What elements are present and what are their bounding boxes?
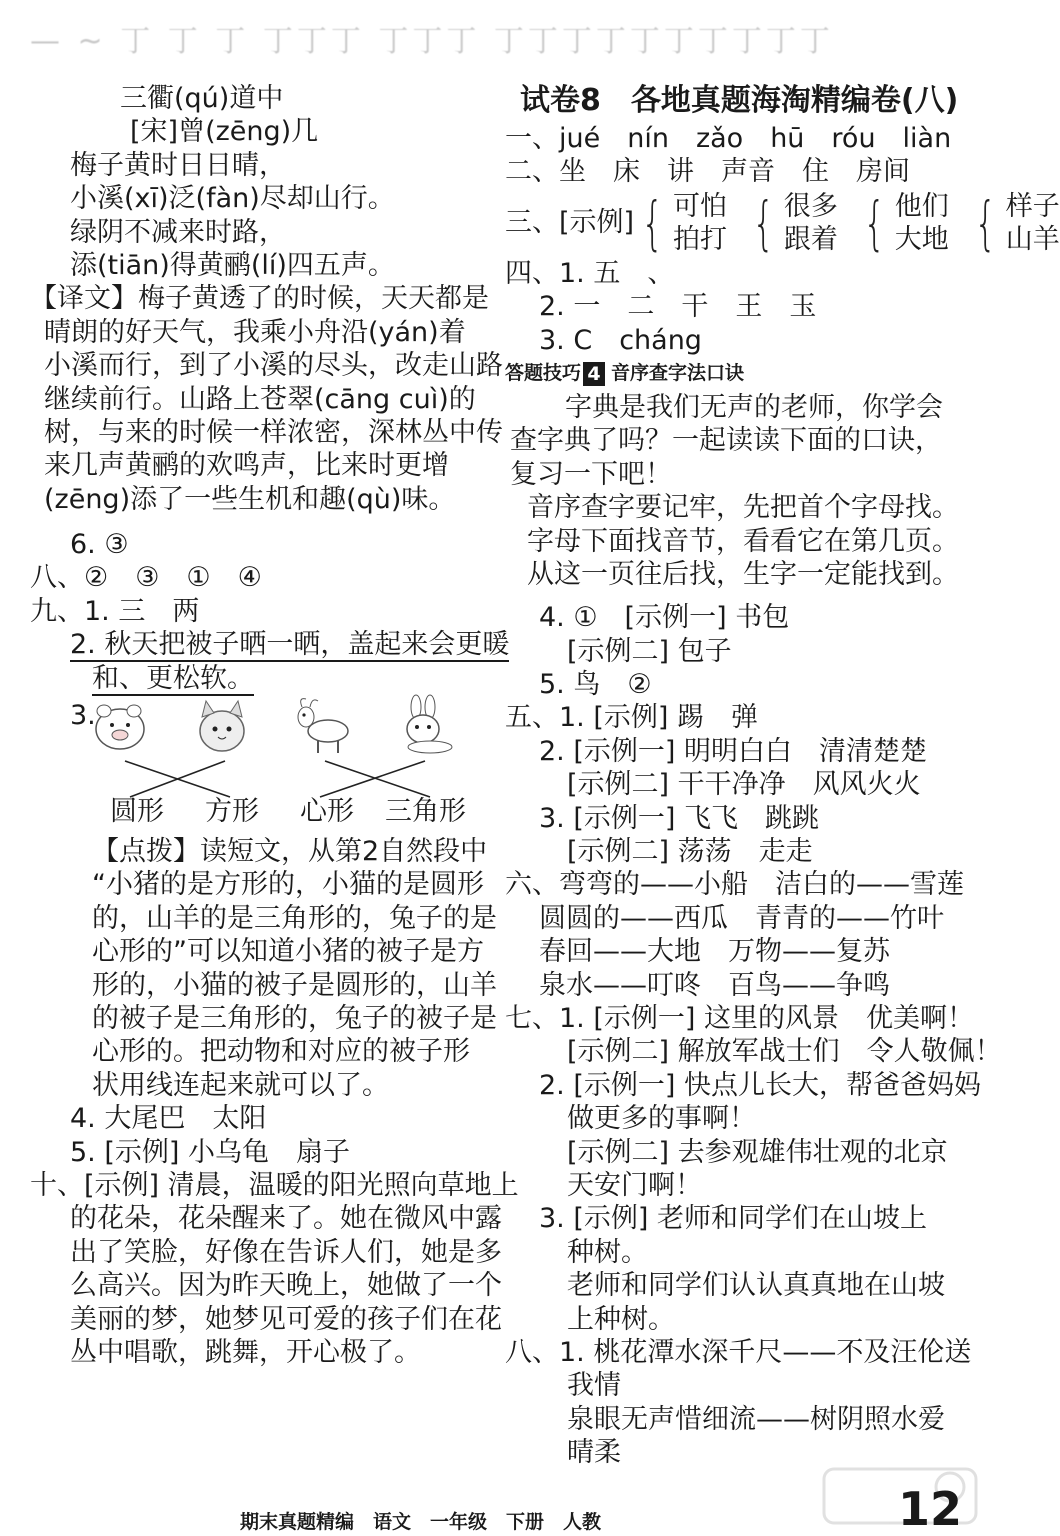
answer-9-3-label: 3. — [70, 700, 96, 732]
answer-r8-1c: 泉眼无声惜细流——树阴照水爱 — [567, 1403, 945, 1435]
answer-9-4: 4. 大尾巴 太阳 — [70, 1103, 267, 1135]
tip-rhyme-line: 从这一页往后找，生字一定能找到。 — [527, 558, 959, 590]
hint-line: 形的，小猫的被子是圆形的，山羊 — [92, 969, 497, 1001]
answer-r4-4b: [示例二] 包子 — [567, 635, 732, 667]
answer-r5-1: 五、1. [示例] 踢 弹 — [505, 702, 758, 734]
answer-9-2 — [30, 628, 510, 661]
animal-matching — [30, 695, 470, 835]
word-group — [856, 190, 949, 256]
shape-label: 心形 — [300, 796, 354, 828]
word: 样子 — [1005, 190, 1060, 222]
word-group — [967, 190, 1060, 256]
answer-r5-3b: [示例二] 荡荡 走走 — [567, 836, 813, 868]
answer-r3 — [505, 188, 1060, 257]
answer-10-line: 美丽的梦，她梦见可爱的孩子们在花 — [70, 1303, 502, 1335]
answer-r3-label: 三、[示例] — [505, 207, 635, 239]
brace-icon: { — [863, 188, 886, 257]
answer-r8-1d: 晴柔 — [567, 1437, 621, 1469]
answer-6: 6. ③ — [70, 529, 129, 561]
word: 拍打 — [672, 223, 727, 255]
answer-r1: 一、jué nín zǎo hū róu liàn — [505, 123, 952, 154]
answer-r7-2b: 做更多的事啊！ — [567, 1103, 756, 1135]
answer-r7-3b: 种树。 — [567, 1236, 648, 1268]
tip-title: 音序查字法口诀 — [611, 362, 745, 385]
answer-r7-2d: 天安门啊！ — [567, 1169, 702, 1201]
poem-author: [宋]曾(zēng)几 — [130, 116, 319, 148]
brace-icon: { — [752, 188, 775, 257]
goat-icon — [290, 695, 354, 757]
translation-line: 来几声黄鹂的欢鸣声，比来时更增 — [44, 450, 449, 482]
matching-lines — [100, 759, 440, 799]
animal-pictures — [90, 695, 454, 757]
answer-9-2-text-cont: 和、更松软。 — [92, 662, 254, 694]
hint-line: 的被子是三角形的，兔子的被子是 — [92, 1002, 497, 1034]
top-cropped-band — [0, 0, 1005, 58]
translation-line: 【译文】梅子黄透了的时候，天天都是 — [30, 283, 489, 315]
page-footer: 期末真题精编 语文 一年级 下册 人教 — [240, 1511, 602, 1533]
poem-line: 小溪(xī)泛(fàn)尽却山行。 — [70, 183, 395, 215]
tip-rhyme-line: 音序查字要记牢，先把首个字母找。 — [527, 492, 959, 524]
hint-line: “小猪的是方形的，小猫的是圆形 — [92, 869, 484, 901]
cat-icon — [190, 695, 254, 757]
answer-r7-3d: 上种树。 — [567, 1303, 675, 1335]
tip-header — [505, 357, 975, 391]
tip-number-badge: 4 — [583, 362, 605, 386]
translation-line: (zēng)添了一些生机和趣(qù)味。 — [44, 483, 456, 515]
answer-r4-4: 4. ① [示例一] 书包 — [539, 602, 790, 634]
word: 可怕 — [672, 190, 727, 222]
answer-r5-2a: 2. [示例一] 明明白白 清清楚楚 — [539, 735, 927, 767]
poem-line: 添(tiān)得黄鹂(lí)四五声。 — [70, 249, 395, 281]
answer-10-line: 出了笑脸，好像在告诉人们，她是多 — [70, 1236, 502, 1268]
pig-icon — [90, 695, 154, 757]
shape-label: 圆形 — [110, 796, 164, 828]
translation-line: 小溪而行，到了小溪的尽头，改走山路 — [44, 350, 503, 382]
answer-r4-1: 四、1. 五 、 — [505, 257, 675, 289]
answer-9-2-text: 2. 秋天把被子晒一晒，盖起来会更暖 — [70, 629, 510, 661]
answer-9-5: 5. [示例] 小乌龟 扇子 — [70, 1136, 350, 1168]
tip-intro-line: 查字典了吗？一起读读下面的口诀， — [510, 425, 942, 457]
poem-line: 绿阴不减来时路， — [70, 216, 286, 248]
answer-r8-1b: 我情 — [567, 1370, 621, 1402]
answer-r7-3a: 3. [示例] 老师和同学们在山坡上 — [539, 1203, 927, 1235]
tip-intro-line: 字典是我们无声的老师，你学会 — [565, 391, 943, 423]
answer-10-line: 么高兴。因为昨天晚上，她做了一个 — [70, 1270, 502, 1302]
answer-r4-2: 2. 一 二 干 王 玉 — [539, 291, 817, 323]
hint-line: 【点拨】读短文，从第2自然段中 — [92, 836, 488, 868]
word: 他们 — [894, 190, 949, 222]
brace-icon: { — [641, 188, 664, 257]
answer-r6-line: 泉水——叮咚 百鸟——争鸣 — [539, 969, 890, 1001]
word: 大地 — [894, 223, 949, 255]
answer-r4-3: 3. C cháng — [539, 324, 702, 356]
hint-line: 状用线连起来就可以了。 — [92, 1069, 389, 1101]
word: 山羊 — [1005, 223, 1060, 255]
answer-r7-2a: 2. [示例一] 快点儿长大，帮爸爸妈妈 — [539, 1069, 981, 1101]
tip-intro-line: 复习一下吧！ — [510, 458, 672, 490]
answer-9-2-cont — [30, 662, 470, 695]
translation-line: 树，与来的时候一样浓密，深林丛中传 — [44, 416, 503, 448]
left-column — [30, 82, 519, 1369]
word-group — [745, 190, 838, 256]
answer-r2: 二、坐 床 讲 声音 住 房间 — [505, 156, 910, 188]
answer-8: 八、② ③ ① ④ — [30, 562, 262, 594]
hint-line: 心形的”可以知道小猪的被子是方 — [92, 936, 484, 968]
word: 很多 — [783, 190, 838, 222]
answer-r5-2b: [示例二] 干干净净 风风火火 — [567, 769, 921, 801]
right-column — [505, 82, 1060, 1469]
tip-rhyme-line: 字母下面找音节，看看它在第几页。 — [527, 525, 959, 557]
poem-title: 三衢(qú)道中 — [120, 83, 284, 114]
hint-line: 的，山羊的是三角形的，兔子的是 — [92, 902, 497, 934]
answer-10-line: 的花朵，花朵醒来了。她在微风中露 — [70, 1203, 502, 1235]
answer-r7-3c: 老师和同学们认认真真地在山坡 — [567, 1270, 945, 1302]
translation-line: 晴朗的好天气，我乘小舟沿(yán)着 — [44, 316, 466, 348]
hint-line: 心形的。把动物和对应的被子形 — [92, 1036, 470, 1068]
word-group — [634, 190, 727, 256]
answer-r7-1b: [示例二] 解放军战士们 令人敬佩！ — [567, 1036, 1002, 1068]
shape-label: 三角形 — [385, 796, 466, 828]
page-number: 12 — [898, 1482, 963, 1536]
shape-label: 方形 — [205, 796, 259, 828]
shape-labels — [110, 795, 466, 828]
answer-r6-line: 六、弯弯的——小船 洁白的——雪莲 — [505, 869, 964, 901]
rabbit-icon — [390, 695, 454, 757]
answer-r4-5: 5. 鸟 ② — [539, 669, 652, 701]
answer-r6-line: 圆圆的——西瓜 青青的——竹叶 — [539, 902, 944, 934]
translation-line: 继续前行。山路上苍翠(cāng cuì)的 — [44, 383, 476, 415]
top-cropped-text: — ~ 丁 丁 丁 丁丁丁 丁丁丁 丁丁丁丁丁丁丁丁丁丁 — [30, 24, 834, 59]
answer-10-line: 丛中唱歌，跳舞，开心极了。 — [70, 1336, 421, 1368]
answer-r7-1a: 七、1. [示例一] 这里的风景 优美啊！ — [505, 1002, 974, 1034]
answer-r8-1a: 八、1. 桃花潭水深千尺——不及汪伦送 — [505, 1336, 972, 1368]
word: 跟着 — [783, 223, 838, 255]
answer-r7-2c: [示例二] 去参观雄伟壮观的北京 — [567, 1136, 948, 1168]
answer-r6-line: 春回——大地 万物——复苏 — [539, 936, 890, 968]
tip-label: 答题技巧 — [505, 362, 582, 385]
poem-line: 梅子黄时日日晴， — [70, 149, 286, 181]
answer-9-1: 九、1. 三 两 — [30, 595, 200, 627]
brace-icon: { — [974, 188, 997, 257]
answer-r5-3a: 3. [示例一] 飞飞 跳跳 — [539, 802, 819, 834]
paper-title: 试卷8 各地真题海淘精编卷(八) — [520, 83, 959, 118]
answer-10-line: 十、[示例] 清晨，温暖的阳光照向草地上 — [30, 1169, 519, 1201]
